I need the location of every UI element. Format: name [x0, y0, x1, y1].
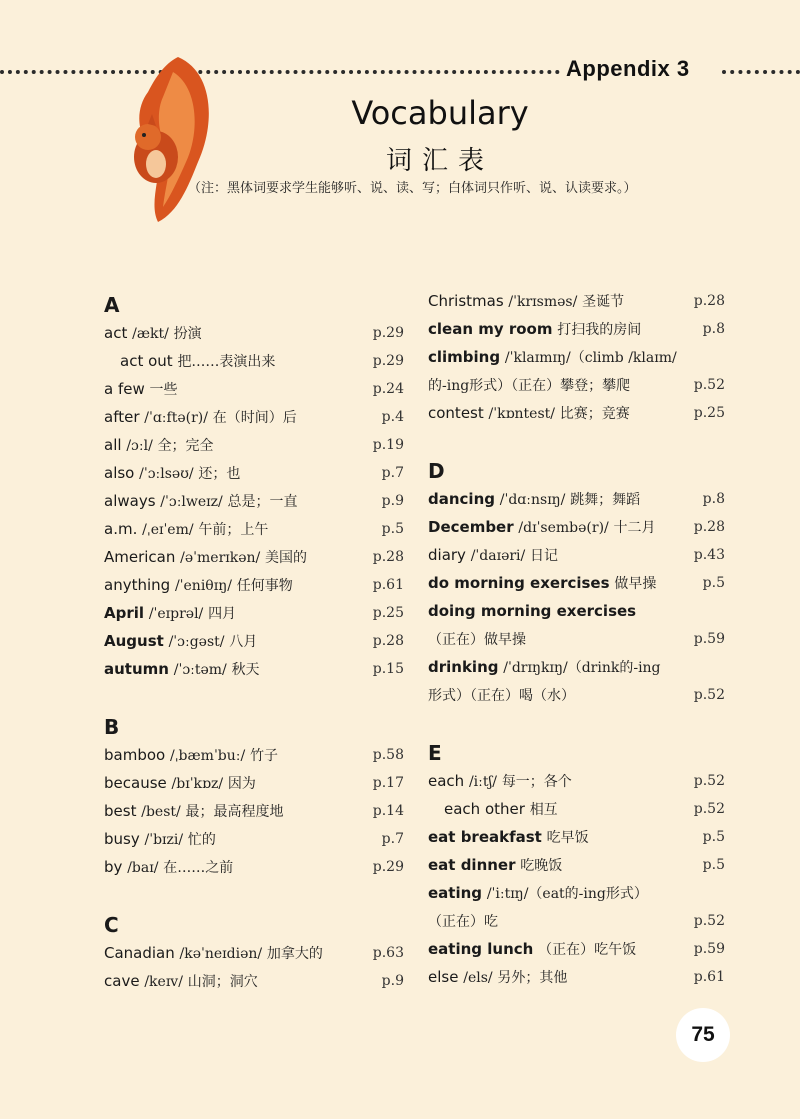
entry-page: p.5: [702, 857, 725, 873]
entry-line: [428, 343, 725, 371]
entry-phonetic: /bɪˈkɒz/: [171, 776, 224, 792]
entry-gloss: （正在）吃午饭: [538, 942, 637, 958]
entry-phonetic: /keɪv/: [144, 974, 183, 990]
section-spacer: [104, 683, 404, 703]
entry-page: p.28: [693, 519, 725, 535]
vocab-entry: [428, 597, 725, 653]
vocab-entry: [104, 769, 404, 797]
entry-page: p.52: [693, 913, 725, 929]
entry-word: by: [104, 858, 123, 876]
entry-word: after: [104, 408, 140, 426]
entry-word: eating: [428, 884, 483, 902]
entry-gloss: 竹子: [250, 748, 278, 764]
section-spacer: [428, 709, 725, 729]
vocab-entry: [104, 487, 404, 515]
entry-gloss: 吃早饭: [546, 830, 589, 846]
vocab-entry: [428, 653, 725, 709]
entry-word: December: [428, 518, 514, 536]
entry-gloss: 日记: [530, 548, 559, 564]
usage-note: （注：黑体词要求学生能够听、说、读、写；白体词只作听、说、认读要求。）: [188, 181, 637, 196]
entry-phonetic: /ˈdɑːnsɪŋ/: [499, 492, 566, 508]
entry-gloss: 因为: [227, 776, 256, 792]
entry-gloss: 的-ing形式）（正在）攀登；攀爬: [428, 378, 631, 394]
entry-page: p.29: [372, 353, 404, 369]
vocab-entry: [428, 569, 725, 597]
entry-phonetic: /kəˈneɪdiən/: [179, 946, 263, 962]
entry-gloss: 相互: [529, 802, 558, 818]
entry-word: Christmas: [428, 292, 504, 310]
page-title: Vocabulary: [351, 94, 529, 132]
appendix-label: Appendix 3: [566, 56, 690, 81]
entry-page: p.19: [372, 437, 404, 453]
entry-phonetic: /ˈɔːgəst/: [168, 634, 225, 650]
vocab-entry: [104, 741, 404, 769]
entry-phonetic: /ˈkɒntest/: [488, 406, 555, 422]
entry-word: act: [104, 324, 128, 342]
entry-line: [428, 681, 725, 709]
entry-line: [428, 625, 725, 653]
entry-gloss: 扮演: [173, 326, 202, 342]
entry-page: p.61: [693, 969, 725, 985]
page-number: 75: [676, 1008, 730, 1062]
vocab-entry: [104, 825, 404, 853]
vocab-entry: [104, 967, 404, 995]
entry-gloss: 比赛；竞赛: [559, 406, 630, 422]
entry-phonetic: /ˈbɪzi/: [144, 832, 184, 848]
entry-page: p.59: [693, 941, 725, 957]
entry-word: clean my room: [428, 320, 553, 338]
dotted-rule-left: [0, 70, 560, 74]
vocab-entry: [428, 541, 725, 569]
vocab-entry: [428, 315, 725, 343]
entry-page: p.58: [372, 747, 404, 763]
entry-gloss: 全；完全: [157, 438, 214, 454]
vocab-entry: [104, 319, 404, 347]
entry-line: [428, 597, 725, 625]
entry-gloss: 一些: [149, 382, 178, 398]
entry-gloss: （climb /klaɪm/: [570, 350, 677, 366]
entry-page: p.52: [693, 377, 725, 393]
entry-gloss: 在……之前: [163, 860, 234, 876]
entry-phonetic: /ˈɔːlsəʊ/: [139, 466, 194, 482]
entry-word: contest: [428, 404, 484, 422]
entry-phonetic: /els/: [463, 970, 493, 986]
entry-page: p.29: [372, 325, 404, 341]
entry-word: dancing: [428, 490, 495, 508]
entry-word: else: [428, 968, 459, 986]
entry-word: doing morning exercises: [428, 602, 637, 620]
entry-word: diary: [428, 546, 466, 564]
section-letter: A: [104, 293, 120, 317]
vocab-entry: [104, 571, 404, 599]
entry-line: [428, 907, 725, 935]
entry-page: p.15: [372, 661, 404, 677]
entry-gloss: 把……表演出来: [177, 354, 276, 370]
entry-phonetic: /əˈmerɪkən/: [180, 550, 261, 566]
entry-page: p.61: [372, 577, 404, 593]
vocab-entry: [104, 403, 404, 431]
entry-phonetic: /ˈdrɪŋkɪŋ/: [503, 660, 568, 676]
entry-phonetic: /ˈɔːtəm/: [173, 662, 227, 678]
entry-phonetic: /ˌeɪˈem/: [142, 522, 194, 538]
vocab-entry: [104, 627, 404, 655]
entry-phonetic: /ˈiːtɪŋ/: [486, 886, 529, 902]
entry-page: p.8: [702, 491, 725, 507]
entry-page: p.52: [693, 687, 725, 703]
entry-word: always: [104, 492, 156, 510]
entry-gloss: 跳舞；舞蹈: [570, 492, 641, 508]
vocab-entry: [104, 599, 404, 627]
entry-page: p.24: [372, 381, 404, 397]
entry-phonetic: /ækt/: [132, 326, 169, 342]
section-letter: E: [428, 741, 442, 765]
entry-gloss: 另外；其他: [497, 970, 568, 986]
vocab-entry: [428, 767, 725, 795]
entry-gloss: 每一；各个: [501, 774, 572, 790]
entry-word: Canadian: [104, 944, 175, 962]
entry-gloss: 最；最高程度地: [185, 804, 284, 820]
entry-phonetic: /ɔːl/: [126, 438, 153, 454]
vocab-entry: [104, 853, 404, 881]
entry-page: p.5: [702, 829, 725, 845]
vocab-entry: [428, 287, 725, 315]
vocab-entry: [104, 939, 404, 967]
entry-page: p.9: [381, 493, 404, 509]
entry-gloss: 任何事物: [236, 578, 293, 594]
entry-word: anything: [104, 576, 171, 594]
entry-word: because: [104, 774, 167, 792]
entry-page: p.5: [381, 521, 404, 537]
vocab-entry: [104, 797, 404, 825]
entry-word: each: [428, 772, 465, 790]
section-letter: B: [104, 715, 120, 739]
entry-page: p.28: [693, 293, 725, 309]
entry-page: p.28: [372, 549, 404, 565]
vocab-entry: [428, 513, 725, 541]
entry-gloss: 四月: [208, 606, 237, 622]
entry-page: p.59: [693, 631, 725, 647]
vocab-entry: [104, 431, 404, 459]
entry-word: a few: [104, 380, 145, 398]
entry-word: August: [104, 632, 164, 650]
vocab-column-right: [428, 287, 725, 991]
entry-word: eat breakfast: [428, 828, 542, 846]
entry-word: drinking: [428, 658, 499, 676]
entry-page: p.8: [702, 321, 725, 337]
entry-page: p.29: [372, 859, 404, 875]
entry-phonetic: /ˈklaɪmɪŋ/: [504, 350, 571, 366]
entry-gloss: （正在）做早操: [428, 632, 526, 648]
entry-phonetic: /ˈɑːftə(r)/: [144, 410, 208, 426]
entry-word: a.m.: [104, 520, 138, 538]
entry-gloss: 秋天: [231, 662, 260, 678]
entry-word: eating lunch: [428, 940, 534, 958]
entry-gloss: 形式）（正在）喝（水）: [428, 688, 575, 704]
entry-page: p.63: [372, 945, 404, 961]
entry-gloss: 山洞；洞穴: [187, 974, 258, 990]
entry-phonetic: /ˈkrɪsməs/: [508, 294, 578, 310]
vocab-entry: [428, 795, 725, 823]
entry-word: also: [104, 464, 135, 482]
vocab-entry: [428, 851, 725, 879]
vocab-entry: [104, 543, 404, 571]
entry-gloss: 在（时间）后: [212, 410, 297, 426]
section-letter: D: [428, 459, 445, 483]
entry-word: eat dinner: [428, 856, 516, 874]
entry-line: [428, 879, 725, 907]
entry-page: p.52: [693, 773, 725, 789]
dotted-rule-right: [722, 70, 800, 74]
entry-gloss: 忙的: [187, 832, 216, 848]
entry-word: autumn: [104, 660, 169, 678]
vocab-entry: [104, 459, 404, 487]
entry-word: climbing: [428, 348, 501, 366]
entry-phonetic: /ˈdaɪəri/: [470, 548, 526, 564]
section-spacer: [428, 427, 725, 447]
entry-word: best: [104, 802, 137, 820]
vocab-entry: [428, 823, 725, 851]
vocab-entry: [428, 343, 725, 399]
entry-phonetic: /ˈɔːlweɪz/: [160, 494, 223, 510]
entry-phonetic: /ˌbæmˈbuː/: [169, 748, 246, 764]
entry-phonetic: /baɪ/: [127, 860, 159, 876]
entry-page: p.28: [372, 633, 404, 649]
entry-phonetic: /dɪˈsembə(r)/: [518, 520, 609, 536]
entry-gloss: 做早操: [614, 576, 657, 592]
vocab-entry: [428, 963, 725, 991]
vocab-entry: [104, 655, 404, 683]
entry-page: p.43: [693, 547, 725, 563]
entry-line: [428, 653, 725, 681]
vocab-entry: [428, 399, 725, 427]
page-subtitle: 词汇表: [385, 146, 494, 176]
entry-word: cave: [104, 972, 140, 990]
entry-page: p.5: [702, 575, 725, 591]
vocab-entry: [428, 485, 725, 513]
entry-gloss: 十二月: [613, 520, 656, 536]
entry-word: April: [104, 604, 145, 622]
entry-phonetic: /iːtʃ/: [468, 774, 498, 790]
entry-gloss: （eat的-ing形式）: [528, 886, 648, 902]
entry-word: do morning exercises: [428, 574, 610, 592]
entry-phonetic: /ˈeniθɪŋ/: [174, 578, 232, 594]
vocab-entry: [104, 515, 404, 543]
entry-gloss: 八月: [229, 634, 258, 650]
vocab-column-left: [104, 287, 404, 995]
entry-page: p.14: [372, 803, 404, 819]
section-spacer: [104, 881, 404, 901]
entry-gloss: （正在）吃: [428, 914, 498, 930]
vocab-entry: [104, 375, 404, 403]
entry-gloss: （drink的-ing: [567, 660, 661, 676]
entry-page: p.4: [381, 409, 404, 425]
entry-gloss: 还；也: [198, 466, 241, 482]
section-letter: C: [104, 913, 119, 937]
entry-page: p.7: [381, 465, 404, 481]
entry-word: each other: [444, 800, 525, 818]
entry-line: [428, 371, 725, 399]
entry-word: act out: [120, 352, 173, 370]
entry-word: busy: [104, 830, 140, 848]
vocab-entry: [428, 935, 725, 963]
vocab-entry: [428, 879, 725, 935]
entry-page: p.17: [372, 775, 404, 791]
entry-word: American: [104, 548, 176, 566]
vocab-entry: [104, 347, 404, 375]
entry-page: p.25: [693, 405, 725, 421]
entry-gloss: 总是；一直: [227, 494, 298, 510]
entry-gloss: 美国的: [265, 550, 308, 566]
entry-phonetic: /ˈeɪprəl/: [148, 606, 204, 622]
entry-gloss: 午前；上午: [198, 522, 269, 538]
entry-gloss: 圣诞节: [582, 294, 625, 310]
entry-word: all: [104, 436, 122, 454]
entry-page: p.9: [381, 973, 404, 989]
entry-phonetic: /best/: [141, 804, 181, 820]
entry-gloss: 加拿大的: [266, 946, 323, 962]
entry-page: p.25: [372, 605, 404, 621]
entry-word: bamboo: [104, 746, 166, 764]
entry-gloss: 吃晚饭: [520, 858, 563, 874]
entry-gloss: 打扫我的房间: [557, 322, 642, 338]
entry-page: p.7: [381, 831, 404, 847]
entry-page: p.52: [693, 801, 725, 817]
